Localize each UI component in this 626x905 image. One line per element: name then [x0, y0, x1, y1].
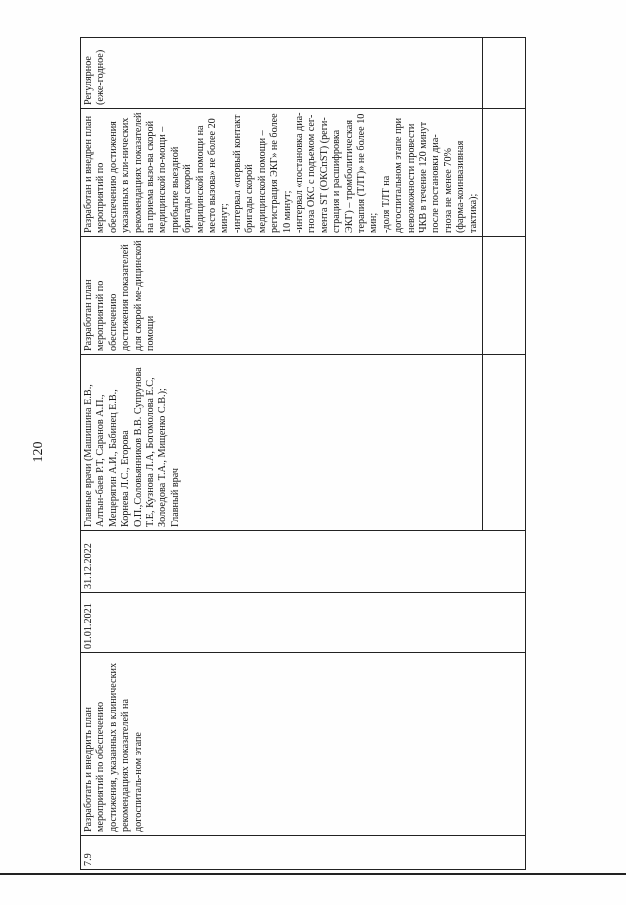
cell-empty: [483, 109, 526, 237]
cell-task: Разработать и внедрить план мероприятий по обеспечению достижения, указанных в клинических рекомендациях показателей на догоспиталь-ном этапе: [81, 653, 526, 836]
cell-indicator: Разработан и внедрен план мероприятий по обеспечению достижения указанных в кли-нических рекомендациях показателей на приема вызо-ва скорой медицинской по-мощи – прибытие выездной бригады скорой медицинской помощи на место вызова» не более 20 минут; -интервал «первый контакт бригады скорой медицинской помощи – регистрация ЭКГ» не более 10 минут; -интервал «постановка диа-гноза ОКС с подъемом сег-мента ST (ОКСпST) (реги-страция и расшифровка ЭКГ) – тромболитическая терапия (ТЛТ)» не более 10 мин; -доля ТЛТ на догоспитальном этапе при невозможности провести ЧКВ в течение 120 минут после постановки диа-гноза не менее 70% (фарма-коинвазивная тактика);: [81, 109, 483, 237]
cell-end-date: 31.12.2022: [81, 531, 526, 593]
cell-empty: [483, 38, 526, 109]
cell-empty: [483, 237, 526, 355]
cell-periodicity: Регулярное (еже-годное): [81, 38, 483, 109]
cell-number: 7.9: [81, 836, 526, 870]
table-row: [81, 38, 483, 870]
page-number: 120: [31, 441, 46, 463]
plan-table-rotated: [80, 38, 479, 870]
cell-empty: [483, 355, 526, 531]
cell-result: Разработан план мероприятий по обеспечению достижения показателей для скорой ме-дицинской помощи: [81, 237, 483, 355]
cell-responsible: Главные врачи (Машишина Е.В., Алтын-баев Р.Т, Саранов А.П., Мещерягин А.И., Бабинец Е.В., Корнева Л.С., Егорова О.П.,Соловьянников В.В. Супрунова Т.Е, Кузнова Л.А, Богомолова Е.С, Золоедова Т.А., Мищенко С.В.); Главный врач: [81, 355, 483, 531]
plan-table-container: [80, 38, 479, 870]
bottom-rule: [0, 873, 626, 875]
plan-table: [80, 37, 526, 870]
cell-start-date: 01.01.2021: [81, 593, 526, 653]
